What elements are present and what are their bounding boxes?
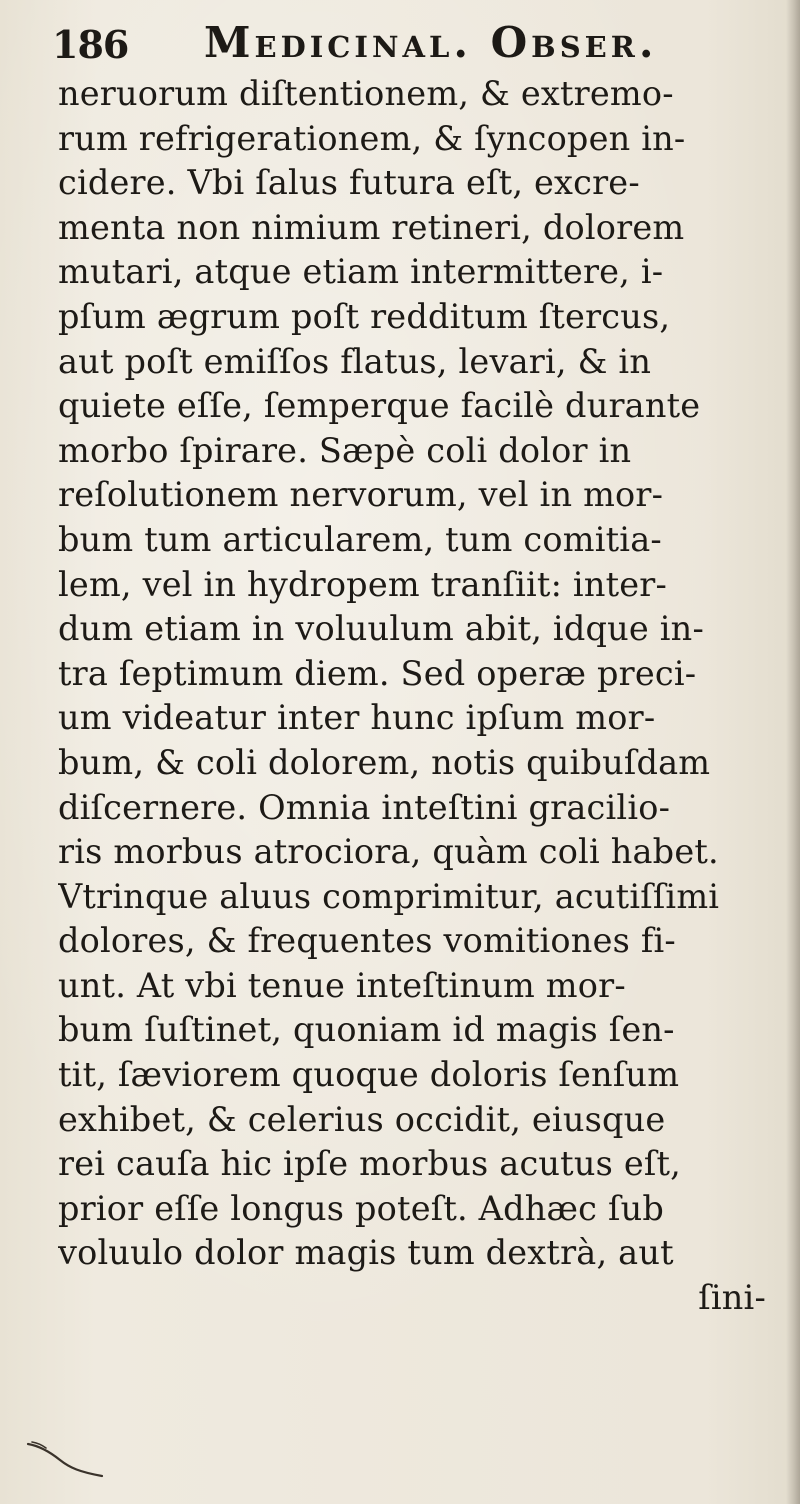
text-line: rei cauſa hic ipſe morbus acutus eſt, (58, 1144, 681, 1184)
text-line: voluulo dolor magis tum dextrà, aut (58, 1233, 674, 1273)
text-line: tit, ſæviorem quoque doloris ſenſum (58, 1055, 680, 1095)
text-line: rum refrigerationem, & ſyncopen in- (58, 118, 686, 158)
text-line: bum tum articularem, tum comitia- (58, 519, 662, 559)
text-line: neruorum diſtentionem, & extremo- (58, 74, 674, 113)
text-line: dolores, & frequentes vomitiones fi- (58, 921, 676, 961)
text-line: um videatur inter hunc ipſum mor- (58, 698, 656, 738)
text-line: unt. At vbi tenue inteſtinum mor- (58, 965, 626, 1005)
text-line: exhibet, & celerius occidit, eiusque (58, 1099, 666, 1139)
text-line: diſcernere. Omnia inteſtini gracilio- (58, 787, 671, 827)
text-block (58, 72, 788, 1321)
text-line: reſolutionem nervorum, vel in mor- (58, 475, 664, 515)
page-number: 186 (52, 22, 129, 67)
text-line: cidere. Vbi ſalus futura eſt, excre- (58, 163, 640, 203)
page-header (52, 14, 752, 74)
text-line: Vtrinque aluus comprimitur, acutiſſimi (58, 876, 720, 916)
catchword: ſini- (698, 1278, 766, 1318)
text-line: mutari, atque etiam intermittere, i- (58, 252, 664, 292)
text-line: bum, & coli dolorem, notis quibuſdam (58, 742, 711, 782)
text-line: pſum ægrum poſt redditum ſtercus, (58, 296, 671, 336)
page-gutter-shadow (786, 0, 800, 1504)
ink-stroke-mark (20, 1430, 110, 1480)
text-line: dum etiam in voluulum abit, idque in- (58, 609, 704, 649)
text-line: menta non nimium retineri, dolorem (58, 207, 685, 247)
text-line: aut poſt emiſſos flatus, levari, & in (58, 341, 652, 381)
text-line: bum ſuſtinet, quoniam id magis ſen- (58, 1010, 675, 1050)
text-line: tra ſeptimum diem. Sed operæ preci- (58, 653, 697, 693)
text-line: prior eſſe longus poteſt. Adhæc ſub (58, 1188, 665, 1228)
text-line: lem, vel in hydropem tranſiit: inter- (58, 564, 668, 604)
text-line: quiete eſſe, ſemperque facilè durante (58, 386, 701, 426)
running-head: Medicinal. Obser. (204, 18, 658, 67)
text-line: morbo ſpirare. Sæpè coli dolor in (58, 430, 632, 470)
text-line: ris morbus atrociora, quàm coli habet. (58, 832, 719, 872)
